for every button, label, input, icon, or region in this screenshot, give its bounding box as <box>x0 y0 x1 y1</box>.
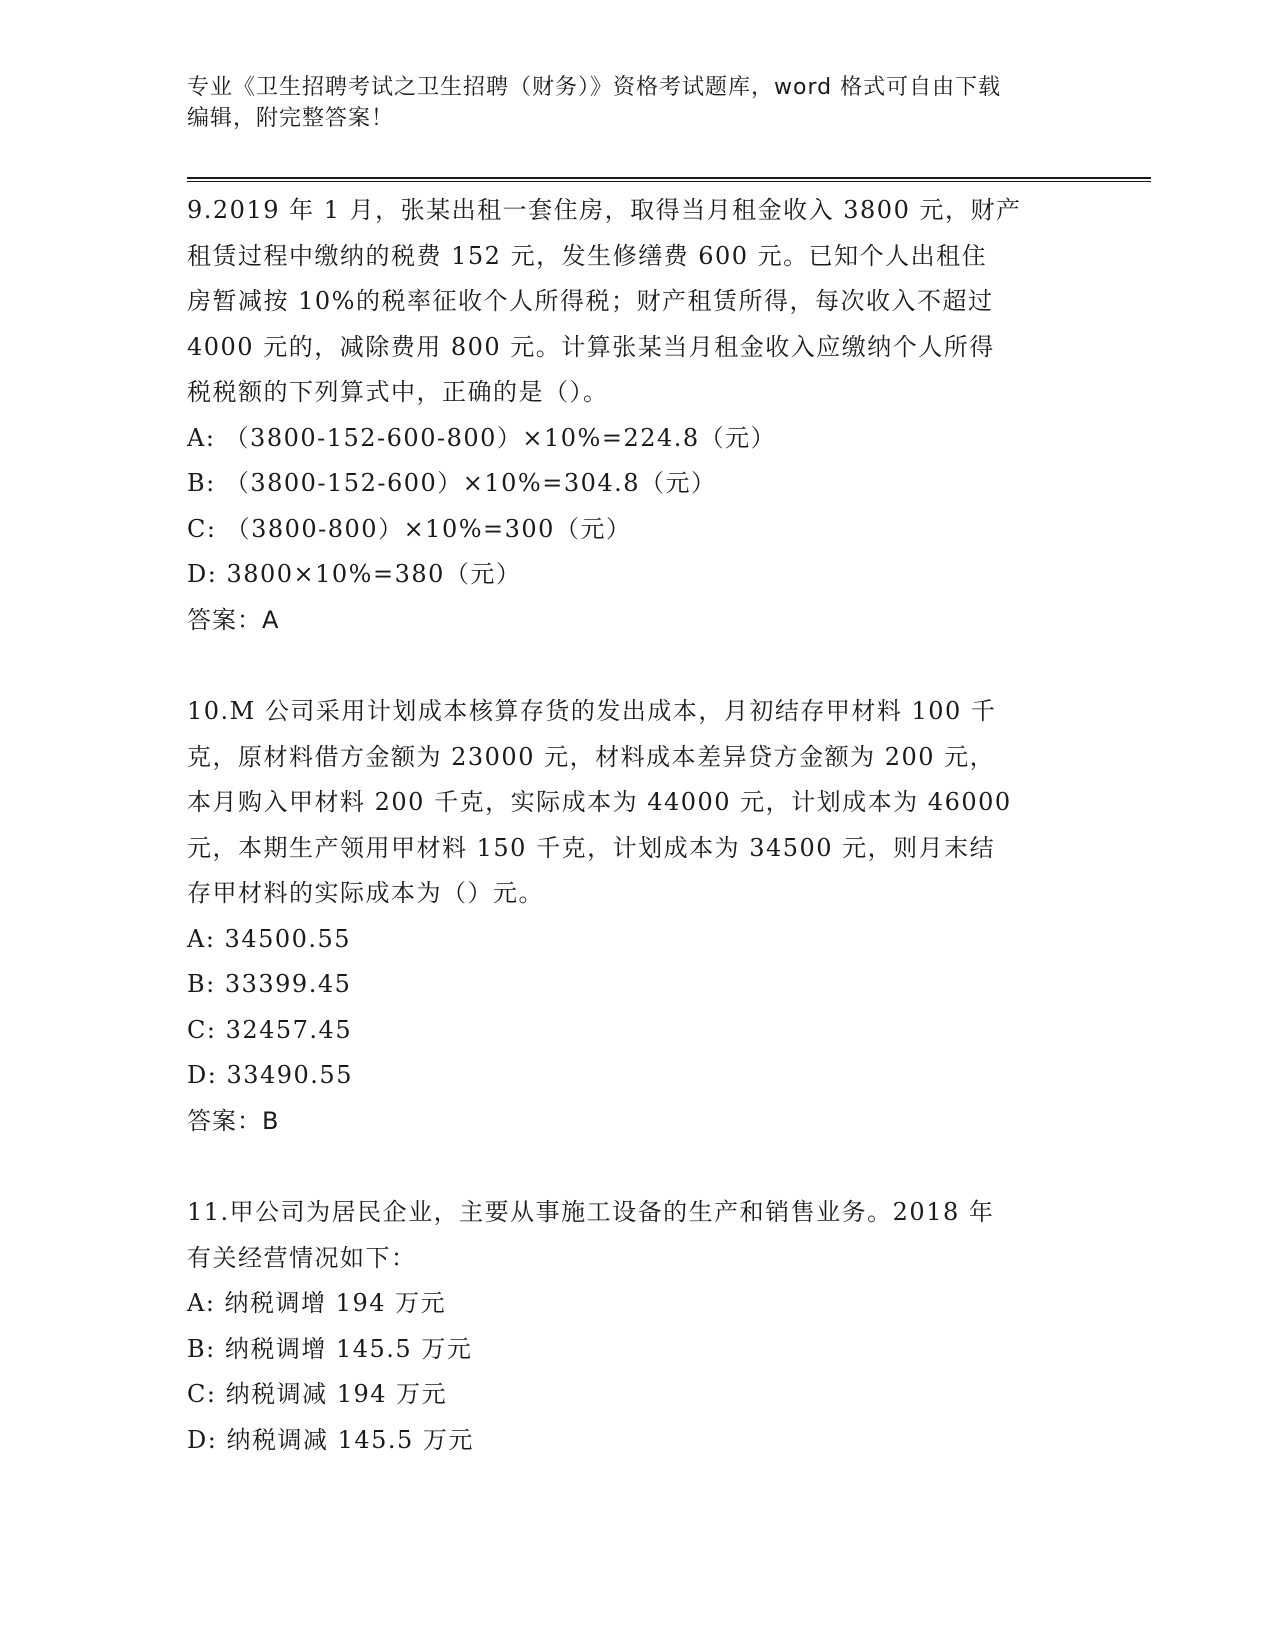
answer-label: 答案：A <box>187 605 280 634</box>
option-d: D: 33490.55 <box>187 1061 353 1089</box>
option-c: C: 纳税调减 194 万元 <box>187 1380 448 1408</box>
question-list <box>187 188 1087 1509</box>
question-stem-line: 克，原材料借方金额为 23000 元，材料成本差异贷方金额为 200 元， <box>187 742 996 771</box>
question-stem-line: 有关经营情况如下： <box>187 1243 417 1272</box>
option-d: D: 3800×10%=380（元） <box>187 560 522 588</box>
header-divider <box>187 177 1151 179</box>
header-divider-thin <box>187 181 1151 182</box>
document-header <box>187 72 1067 134</box>
option-c: C: 32457.45 <box>187 1015 353 1044</box>
question-stem-line: 10.M 公司采用计划成本核算存货的发出成本，月初结存甲材料 100 千 <box>187 697 997 725</box>
question-stem-line: 9.2019 年 1 月，张某出租一套住房，取得当月租金收入 3800 元，财产 <box>187 196 1022 224</box>
question-stem-line: 11.甲公司为居民企业，主要从事施工设备的生产和销售业务。2018 年 <box>187 1198 995 1226</box>
question-9 <box>187 188 1087 643</box>
answer-label: 答案：B <box>187 1106 280 1135</box>
header-line: 编辑，附完整答案！ <box>187 106 395 131</box>
question-stem-line: 房暂减按 10%的税率征收个人所得税；财产租赁所得，每次收入不超过 <box>187 287 994 315</box>
question-11 <box>187 1190 1087 1463</box>
option-c: C: （3800-800）×10%=300（元） <box>187 514 632 543</box>
question-stem-line: 税税额的下列算式中，正确的是（）。 <box>187 378 609 406</box>
header-line: 专业《卫生招聘考试之卫生招聘（财务）》资格考试题库，word 格式可自由下载 <box>187 75 1002 100</box>
option-a: A: 34500.55 <box>187 924 352 953</box>
option-a: A: 纳税调增 194 万元 <box>187 1289 447 1317</box>
question-stem-line: 存甲材料的实际成本为（）元。 <box>187 879 544 907</box>
question-stem-line: 租赁过程中缴纳的税费 152 元，发生修缮费 600 元。已知个人出租住 <box>187 241 988 270</box>
option-b: B: 纳税调增 145.5 万元 <box>187 1334 473 1363</box>
option-d: D: 纳税调减 145.5 万元 <box>187 1425 474 1454</box>
question-stem-line: 元，本期生产领用甲材料 150 千克，计划成本为 34500 元，则月末结 <box>187 833 996 862</box>
option-b: B: 33399.45 <box>187 970 352 998</box>
question-10 <box>187 689 1087 1144</box>
option-b: B: （3800-152-600）×10%=304.8（元） <box>187 469 717 497</box>
option-a: A: （3800-152-600-800）×10%=224.8（元） <box>187 423 777 452</box>
question-stem-line: 4000 元的，减除费用 800 元。计算张某当月租金收入应缴纳个人所得 <box>187 332 995 361</box>
question-stem-line: 本月购入甲材料 200 千克，实际成本为 44000 元，计划成本为 46000 <box>187 788 1012 816</box>
